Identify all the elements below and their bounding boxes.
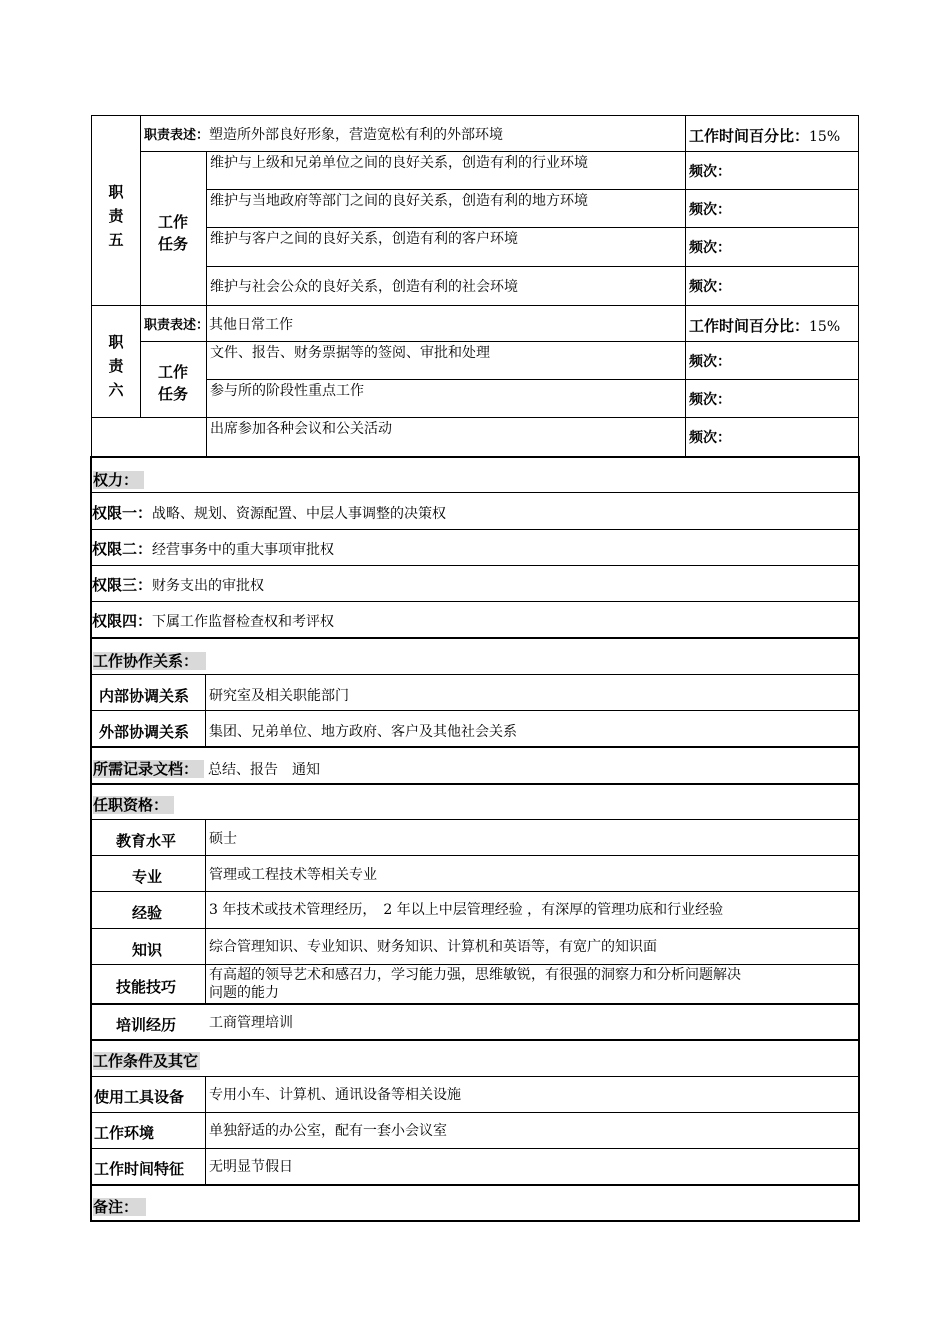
authority-item-label: 权限二： (92, 540, 153, 558)
qual-skills-line: 问题的能力 (209, 985, 279, 1001)
duty5-task-label (158, 211, 188, 255)
authority-item-text: 战略、规划、资源配置、中层人事调整的决策权 (152, 506, 447, 522)
duty5-task-4: 维护与社会公众的良好关系，创造有利的社会环境 (210, 279, 518, 295)
conditions-title: 工作条件及其它 (93, 1052, 199, 1070)
authority-item (92, 612, 334, 631)
duty6-label-char: 责 (108, 357, 124, 375)
duty5-task-3-freq: 频次： (689, 240, 731, 256)
records-text: 总结、报告 通知 (208, 762, 321, 778)
authority-item-label: 权限三： (92, 576, 153, 594)
duty5-task-label-line: 任务 (158, 235, 189, 253)
duty6-task-1: 文件、报告、财务票据等的签阅、审批和处理 (210, 345, 490, 361)
collab-internal-text: 研究室及相关职能部门 (209, 688, 349, 704)
duty5-task-2: 维护与当地政府等部门之间的良好关系，创造有利的地方环境 (210, 193, 588, 209)
duty5-desc-text: 塑造所外部良好形象，营造宽松有利的外部环境 (209, 127, 504, 143)
duty5-label-char: 责 (108, 207, 124, 225)
qual-skills-text (209, 966, 741, 1002)
duty6-desc-text: 其他日常工作 (209, 317, 294, 333)
duty5-label-char: 五 (108, 231, 124, 249)
authority-item-text: 经营事务中的重大事项审批权 (152, 542, 335, 558)
qual-major-text: 管理或工程技术等相关专业 (209, 867, 377, 883)
authority-item (92, 540, 334, 559)
duty6-label-char: 六 (108, 381, 124, 399)
cond-tools-text: 专用小车、计算机、通讯设备等相关设施 (209, 1087, 461, 1103)
duty6-desc-label: 职责表述： (144, 318, 210, 333)
duty5-desc-label: 职责表述： (144, 128, 210, 143)
duty5-task-1-freq: 频次： (689, 164, 731, 180)
duty6-label (104, 330, 128, 402)
notes-title: 备注： (93, 1198, 146, 1216)
duty5-time-value: 15% (809, 129, 841, 145)
duty6-task-3: 出席参加各种会议和公关活动 (210, 421, 392, 437)
duty6-task-3-freq: 频次： (689, 430, 731, 446)
qual-experience-text: 3 年技术或技术管理经历， 2 年以上中层管理经验 ，有深厚的管理功底和行业经验 (209, 902, 724, 918)
cond-hours-label: 工作时间特征 (94, 1160, 185, 1178)
authority-item-text: 下属工作监督检查权和考评权 (152, 614, 335, 630)
duty6-task-2: 参与所的阶段性重点工作 (210, 383, 364, 399)
duty6-label-char: 职 (108, 333, 124, 351)
qual-knowledge-label: 知识 (132, 941, 163, 959)
duty6-time-label: 工作时间百分比： (689, 317, 810, 335)
collab-internal-label: 内部协调关系 (99, 687, 190, 705)
authority-item (92, 576, 264, 595)
authority-item (92, 504, 446, 523)
cond-hours-text: 无明显节假日 (209, 1159, 293, 1175)
duty6-time-value: 15% (809, 319, 841, 335)
records-label: 所需记录文档： (93, 760, 204, 778)
qual-skills-label: 技能技巧 (116, 978, 177, 996)
duty5-task-4-freq: 频次： (689, 279, 731, 295)
duty5-label-char: 职 (108, 183, 124, 201)
duty5-task-3: 维护与客户之间的良好关系，创造有利的客户环境 (210, 231, 518, 247)
authority-title: 权力： (93, 471, 144, 489)
cond-tools-label: 使用工具设备 (94, 1088, 185, 1106)
duty6-task-label (158, 361, 188, 405)
qual-training-label: 培训经历 (116, 1016, 177, 1034)
qual-education-label: 教育水平 (116, 832, 177, 850)
duty6-task-label-line: 任务 (158, 385, 189, 403)
duty6-task-label-line: 工作 (158, 363, 189, 381)
collaboration-title: 工作协作关系： (93, 652, 206, 670)
records-row (93, 760, 320, 779)
cond-environment-text: 单独舒适的办公室，配有一套小会议室 (209, 1123, 447, 1139)
collab-external-label: 外部协调关系 (99, 723, 190, 741)
qual-training-text: 工商管理培训 (209, 1015, 293, 1031)
collab-external-text: 集团、兄弟单位、地方政府、客户及其他社会关系 (209, 724, 517, 740)
qual-education-text: 硕士 (209, 831, 237, 847)
duty5-time-label: 工作时间百分比： (689, 127, 810, 145)
duty5-time-percent (689, 127, 840, 146)
qualifications-title: 任职资格： (93, 796, 174, 814)
authority-item-label: 权限四： (92, 612, 153, 630)
duty6-description (144, 316, 293, 335)
authority-item-text: 财务支出的审批权 (152, 578, 265, 594)
duty5-task-1: 维护与上级和兄弟单位之间的良好关系，创造有利的行业环境 (210, 155, 588, 171)
duty6-task-2-freq: 频次： (689, 392, 731, 408)
qual-skills-line: 有高超的领导艺术和感召力，学习能力强，思维敏锐，有很强的洞察力和分析问题解决 (209, 967, 741, 983)
duty5-description (144, 126, 503, 145)
duty6-task-1-freq: 频次： (689, 354, 731, 370)
duty5-task-label-line: 工作 (158, 213, 189, 231)
duty5-task-2-freq: 频次： (689, 202, 731, 218)
qual-knowledge-text: 综合管理知识、专业知识、财务知识、计算机和英语等，有宽广的知识面 (209, 939, 657, 955)
cond-environment-label: 工作环境 (94, 1124, 155, 1142)
qual-experience-label: 经验 (132, 904, 163, 922)
duty5-label (104, 180, 128, 252)
qual-major-label: 专业 (132, 868, 163, 886)
duty6-time-percent (689, 317, 840, 336)
authority-item-label: 权限一： (92, 504, 153, 522)
